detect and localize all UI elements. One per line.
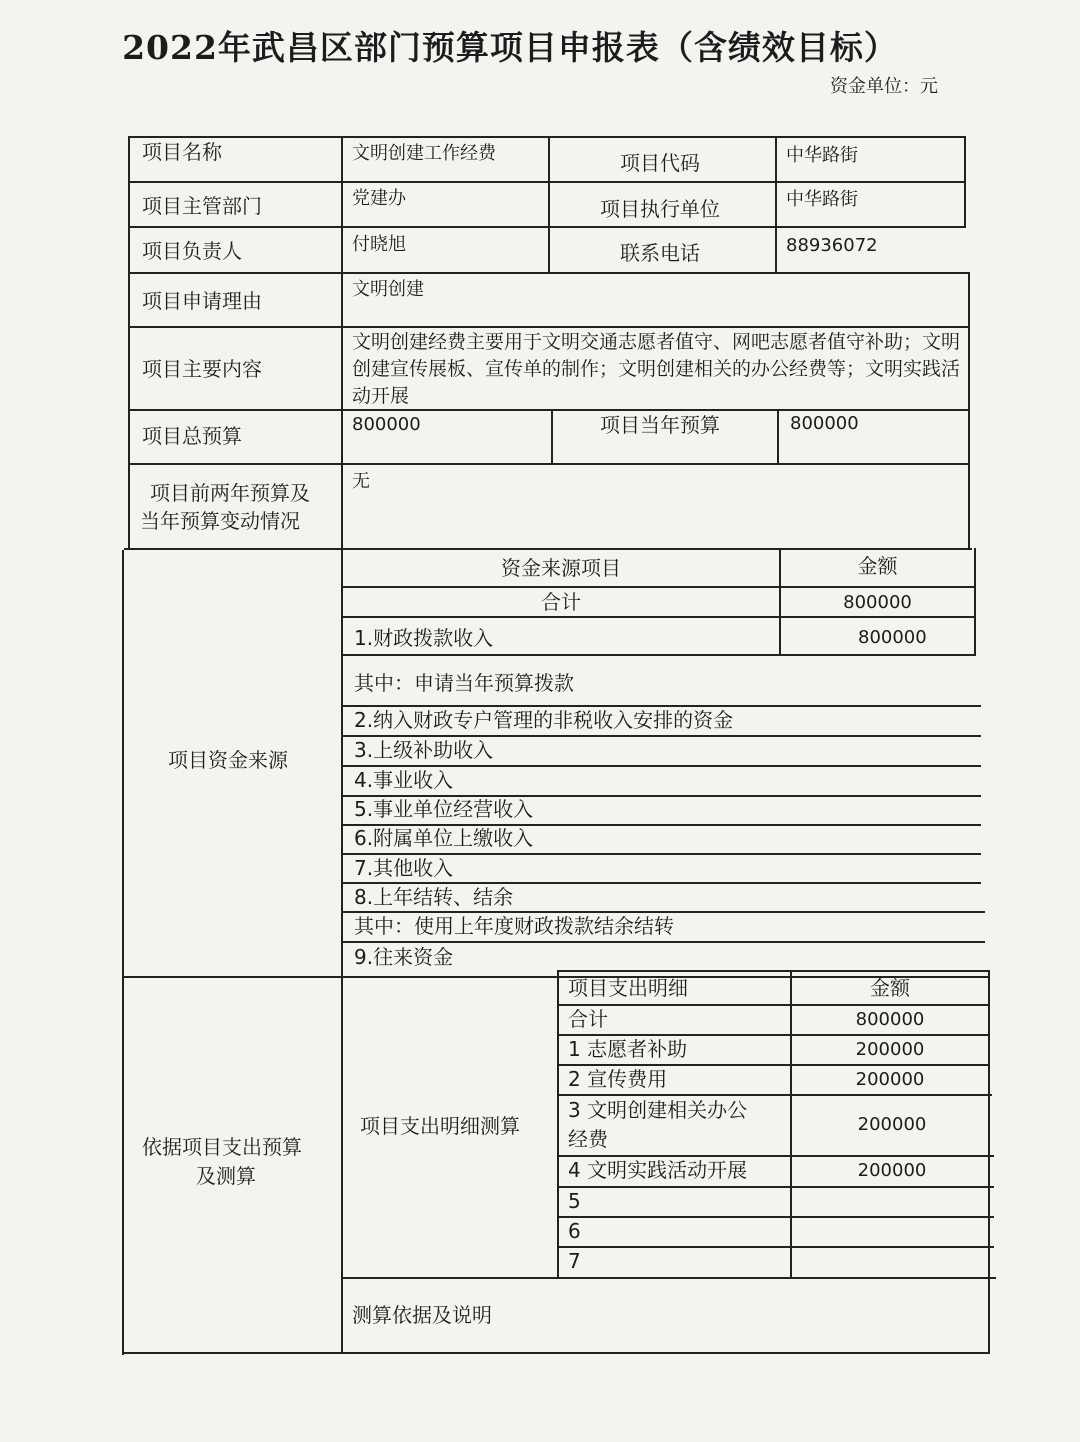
funding-label: 项目资金来源 <box>168 748 288 772</box>
project-code-label: 项目代码 <box>620 151 700 175</box>
content-label: 项目主要内容 <box>142 357 262 381</box>
row-rule <box>128 181 966 183</box>
dept-label: 项目主管部门 <box>142 194 262 218</box>
expense-item-value: 200000 <box>855 1039 925 1060</box>
funding-total-label: 合计 <box>541 590 581 614</box>
row-rule <box>341 586 976 588</box>
expense-item-value: 200000 <box>857 1114 927 1135</box>
funding-item: 4.事业收入 <box>354 768 454 792</box>
funding-item: 其中：使用上年度财政拨款结余结转 <box>354 914 674 938</box>
row-rule <box>124 548 972 550</box>
expense-item: 1 志愿者补助 <box>568 1037 688 1061</box>
funding-item: 2.纳入财政专户管理的非税收入安排的资金 <box>354 708 734 732</box>
expense-total-label: 合计 <box>568 1007 608 1031</box>
row-rule <box>128 226 966 228</box>
funding-item: 9.往来资金 <box>354 945 454 969</box>
expense-item: 4 文明实践活动开展 <box>568 1158 748 1182</box>
row-rule <box>557 1094 992 1096</box>
row-rule <box>128 272 970 274</box>
table-border <box>122 550 124 1355</box>
col-rule <box>341 136 343 548</box>
row-rule <box>341 654 976 656</box>
leader-label: 项目负责人 <box>142 239 242 263</box>
exec-unit-value: 中华路街 <box>786 189 858 210</box>
table-border <box>974 548 976 656</box>
col-rule <box>341 976 343 1354</box>
funding-header-amount: 金额 <box>857 554 898 578</box>
prev-change-label-2: 当年预算变动情况 <box>140 509 300 533</box>
expense-item: 经费 <box>568 1127 608 1151</box>
expense-label-1: 依据项目支出预算 <box>142 1135 302 1159</box>
expense-item-value: 200000 <box>857 1160 927 1181</box>
row-rule <box>341 1277 996 1279</box>
row-rule <box>557 970 990 972</box>
expense-item: 3 文明创建相关办公 <box>568 1098 748 1122</box>
funding-item: 其中：申请当年预算拨款 <box>354 671 574 695</box>
expense-item: 2 宣传费用 <box>568 1067 668 1091</box>
total-budget-value: 800000 <box>352 414 421 435</box>
expense-total-value: 800000 <box>855 1009 925 1030</box>
expense-item: 6 <box>568 1219 581 1243</box>
year-budget-value: 800000 <box>790 413 859 434</box>
expense-header-item: 项目支出明细 <box>568 976 688 1000</box>
total-budget-label: 项目总预算 <box>142 424 242 448</box>
col-rule <box>775 136 777 272</box>
reason-label: 项目申请理由 <box>142 289 262 313</box>
funding-item: 6.附属单位上缴收入 <box>354 826 534 850</box>
row-rule <box>557 1186 994 1188</box>
year-budget-label: 项目当年预算 <box>600 413 720 437</box>
reason-value: 文明创建 <box>352 279 424 300</box>
col-rule <box>777 409 779 463</box>
expense-label-2: 及测算 <box>196 1164 256 1188</box>
row-rule <box>557 1216 994 1218</box>
form-title: 2022年武昌区部门预算项目申报表（含绩效目标） <box>122 28 898 67</box>
row-rule <box>341 616 976 618</box>
prev-change-label-1: 项目前两年预算及 <box>150 481 310 505</box>
funding-total-value: 800000 <box>843 592 912 613</box>
content-value: 文明创建经费主要用于文明交通志愿者值守、网吧志愿者值守补助；文明创建宣传展板、宣传单的制作；文明创建相关的办公经费等；文明实践活动开展 <box>352 331 961 407</box>
dept-value: 党建办 <box>352 188 406 209</box>
funding-item: 3.上级补助收入 <box>354 738 494 762</box>
col-rule <box>557 970 559 1278</box>
funding-item: 7.其他收入 <box>354 856 454 880</box>
row-rule <box>128 136 966 138</box>
expense-item: 5 <box>568 1189 581 1213</box>
table-border <box>122 1352 990 1354</box>
row-rule <box>557 1246 994 1248</box>
prev-change-value: 无 <box>352 471 370 492</box>
basis-label: 测算依据及说明 <box>352 1303 492 1327</box>
funding-item-value: 800000 <box>858 627 927 648</box>
phone-label: 联系电话 <box>620 241 700 265</box>
col-rule <box>548 136 550 272</box>
funding-item: 1.财政拨款收入 <box>354 626 494 650</box>
table-border <box>128 136 130 550</box>
leader-value: 付晓旭 <box>352 234 406 255</box>
project-name-label: 项目名称 <box>142 140 222 164</box>
row-rule <box>128 463 970 465</box>
col-rule <box>551 409 553 463</box>
expense-sub-label: 项目支出明细测算 <box>360 1114 520 1138</box>
expense-item: 7 <box>568 1249 581 1273</box>
currency-unit: 资金单位：元 <box>830 76 938 97</box>
expense-item-value: 200000 <box>855 1069 925 1090</box>
funding-item: 8.上年结转、结余 <box>354 885 514 909</box>
row-rule <box>341 941 985 943</box>
expense-header-amount: 金额 <box>870 976 910 1000</box>
project-name-value: 文明创建工作经费 <box>352 143 496 164</box>
funding-item: 5.事业单位经营收入 <box>354 797 534 821</box>
project-code-value: 中华路街 <box>786 145 858 166</box>
funding-header-item: 资金来源项目 <box>501 556 621 580</box>
phone-value: 88936072 <box>786 235 878 256</box>
exec-unit-label: 项目执行单位 <box>600 197 720 221</box>
row-rule <box>128 326 970 328</box>
